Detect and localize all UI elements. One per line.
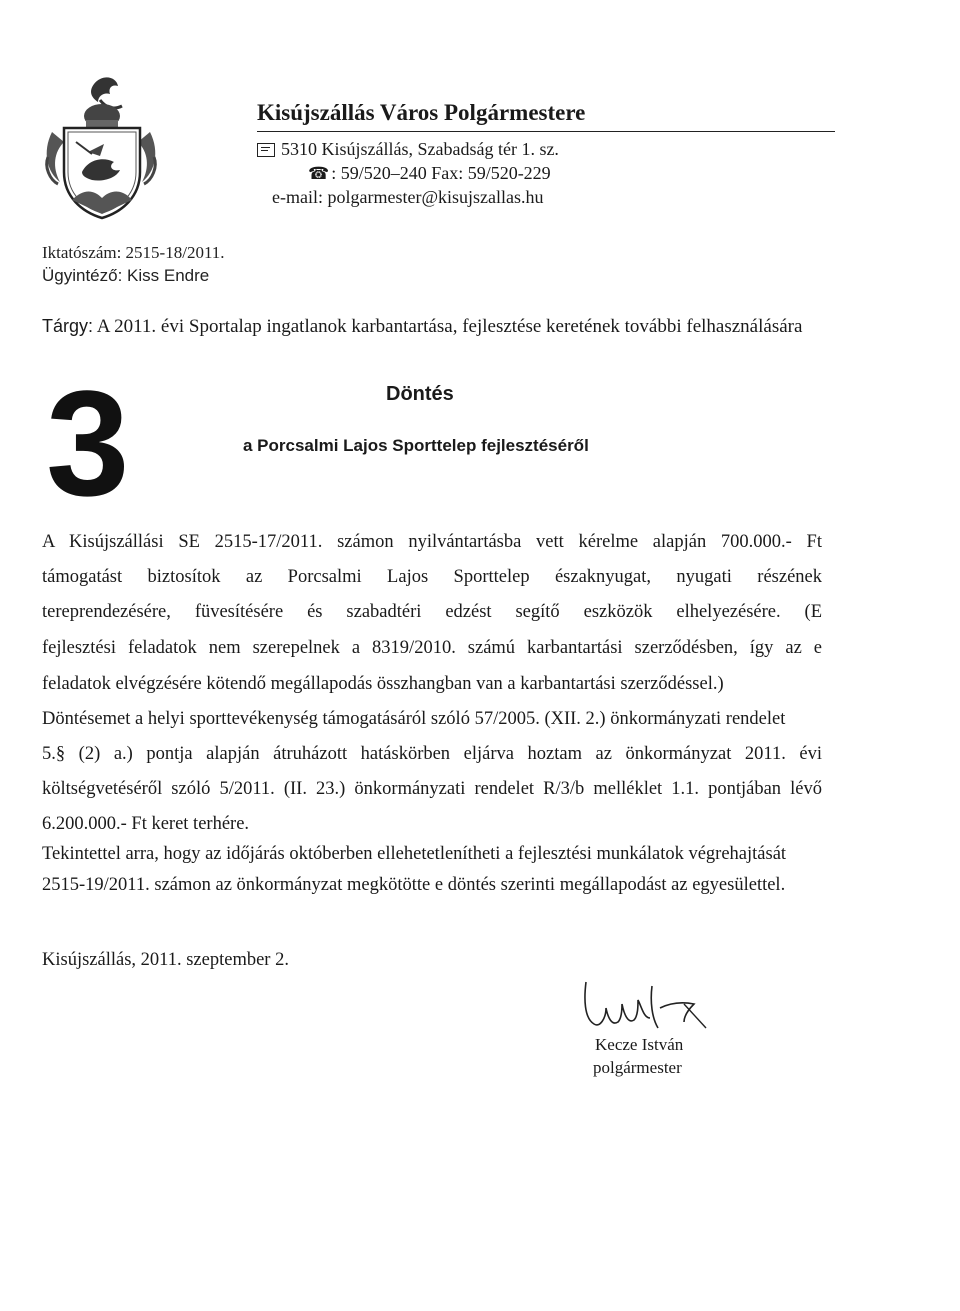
body-line: feladatok elvégzésére kötendő megállapodás összhangban van a karbantartási szerződéssel.) xyxy=(42,674,724,694)
decision-number: 3 xyxy=(46,359,130,527)
case-number: Iktatószám: 2515-18/2011. xyxy=(42,243,225,262)
body-line: költségvetéséről szóló 5/2011. (II. 23.) önkormányzati rendelet R/3/b melléklet 1.1. pontjában lévő xyxy=(42,779,822,799)
mail-icon xyxy=(257,143,275,157)
email-line: e-mail: polgarmester@kisujszallas.hu xyxy=(272,187,544,207)
body-line: fejlesztési feladatok nem szerepelnek a 8319/2010. számú karbantartási szerződésben, így az e xyxy=(42,638,822,658)
address-line xyxy=(257,139,559,160)
body-line: tereprendezésére, füvesítésére és szabadtéri edzést segítő eszközök elhelyezésére. (E xyxy=(42,602,822,622)
decision-title: Döntés xyxy=(386,383,454,405)
body-line: A Kisújszállási SE 2515-17/2011. számon nyilvántartásba vett kérelme alapján 700.000.- Ft xyxy=(42,532,822,552)
coat-of-arms-crest xyxy=(42,72,160,222)
signer-title: polgármester xyxy=(593,1058,682,1077)
subject-block xyxy=(42,313,822,340)
body-line: 5.§ (2) a.) pontja alapján átruházott hatáskörben eljárva hoztam az önkormányzat 2011. évi xyxy=(42,744,822,764)
handwritten-signature xyxy=(580,978,710,1038)
body-line: Döntésemet a helyi sporttevékenység támogatásáról szóló 57/2005. (XII. 2.) önkormányzati rendelet xyxy=(42,709,786,729)
organization-title: Kisújszállás Város Polgármestere xyxy=(257,100,586,125)
case-handler: Ügyintéző: Kiss Endre xyxy=(42,266,210,285)
address-text: 5310 Kisújszállás, Szabadság tér 1. sz. xyxy=(281,139,559,159)
decision-subtitle: a Porcsalmi Lajos Sporttelep fejlesztéséről xyxy=(243,436,589,455)
signer-name: Kecze István xyxy=(595,1035,684,1054)
body-line: 2515-19/2011. számon az önkormányzat megkötötte e döntés szerinti megállapodást az egyesülettel. xyxy=(42,875,786,895)
phone-icon: ☎ xyxy=(308,163,330,183)
subject-text: A 2011. évi Sportalap ingatlanok karbantartása, fejlesztése keretének további felhasználására xyxy=(96,316,803,337)
phone-fax-text: : 59/520–240 Fax: 59/520-229 xyxy=(331,163,551,183)
body-line: 6.200.000.- Ft keret terhére. xyxy=(42,814,250,834)
body-line: támogatást biztosítok az Porcsalmi Lajos Sporttelep északnyugat, nyugati részének xyxy=(42,567,822,587)
subject-label: Tárgy: xyxy=(42,316,94,336)
letterhead-divider xyxy=(257,131,835,132)
phone-fax-line xyxy=(308,163,551,184)
place-and-date: Kisújszállás, 2011. szeptember 2. xyxy=(42,950,289,970)
body-line: Tekintettel arra, hogy az időjárás októberben ellehetetlenítheti a fejlesztési munkálatok végrehajtását xyxy=(42,844,787,864)
